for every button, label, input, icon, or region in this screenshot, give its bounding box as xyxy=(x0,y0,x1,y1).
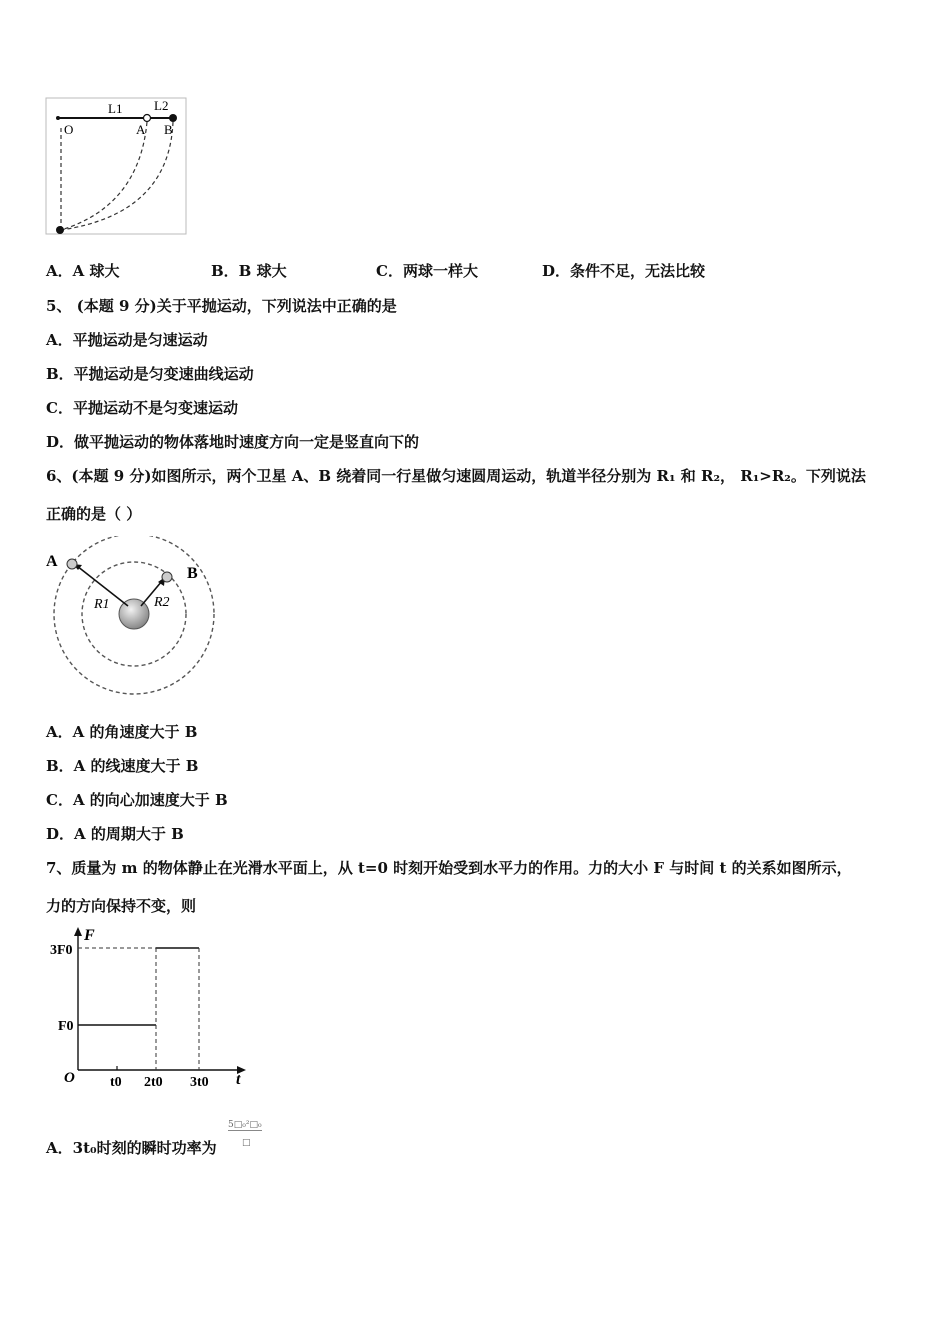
graph-x-tick-2t0: 2t0 xyxy=(144,1075,163,1090)
q4-option-b[interactable]: B．B 球大 xyxy=(211,262,287,280)
graph-y-tick-f0: F0 xyxy=(58,1019,74,1034)
q4-options xyxy=(46,260,705,281)
graph-x-axis-label: t xyxy=(236,1071,241,1088)
satellite-orbit-figure xyxy=(44,536,224,698)
sat-label-R2: R2 xyxy=(154,595,170,610)
q7-option-a-frac-num: 5□₀²□₀ xyxy=(228,1120,262,1130)
sat-label-A: A xyxy=(46,553,58,570)
q5-option-d[interactable]: D．做平抛运动的物体落地时速度方向一定是竖直向下的 xyxy=(46,433,420,451)
q5-stem: 5、 (本题 9 分)关于平抛运动，下列说法中正确的是 xyxy=(46,297,397,315)
label-L1: L1 xyxy=(108,101,123,116)
q5-option-a[interactable]: A．平抛运动是匀速运动 xyxy=(46,331,208,349)
q7-stem-line2: 力的方向保持不变，则 xyxy=(46,897,197,915)
graph-origin-label: O xyxy=(64,1070,75,1086)
q6-option-b[interactable]: B．A 的线速度大于 B xyxy=(46,757,199,775)
label-O: O xyxy=(64,122,74,137)
q5-option-c[interactable]: C．平抛运动不是匀变速运动 xyxy=(46,399,238,417)
sat-label-B: B xyxy=(187,565,198,582)
graph-y-axis-label: F xyxy=(84,927,95,944)
q4-option-a[interactable]: A．A 球大 xyxy=(46,262,120,280)
label-L2: L2 xyxy=(154,98,169,113)
label-B: B xyxy=(164,122,173,137)
q5-option-b[interactable]: B．平抛运动是匀变速曲线运动 xyxy=(46,365,254,383)
q6-option-d[interactable]: D．A 的周期大于 B xyxy=(46,825,184,843)
q6-option-a[interactable]: A．A 的角速度大于 B xyxy=(46,723,198,741)
force-time-graph xyxy=(44,924,254,1094)
graph-y-tick-3f0: 3F0 xyxy=(50,943,73,958)
label-A: A xyxy=(136,122,146,137)
sat-label-R1: R1 xyxy=(94,597,110,612)
q4-option-d[interactable]: D．条件不足，无法比较 xyxy=(542,262,706,280)
graph-x-tick-3t0: 3t0 xyxy=(190,1075,209,1090)
q6-stem-line2: 正确的是（ ） xyxy=(46,505,142,523)
q7-option-a[interactable]: A．3t₀时刻的瞬时功率为 xyxy=(46,1139,217,1157)
q7-option-a-frac-den: □ xyxy=(242,1138,251,1148)
pendulum-figure xyxy=(44,96,190,238)
q7-stem-line1: 7、质量为 m 的物体静止在光滑水平面上，从 t=0 时刻开始受到水平力的作用。力的大小 F 与时间 t 的关系如图所示， xyxy=(46,859,852,877)
q4-option-c[interactable]: C．两球一样大 xyxy=(376,262,478,280)
q6-option-c[interactable]: C．A 的向心加速度大于 B xyxy=(46,791,228,809)
q6-stem-line1: 6、(本题 9 分)如图所示，两个卫星 A、B 绕着同一行星做匀速圆周运动，轨道半径分别为 R₁ 和 R₂， R₁>R₂。下列说法 xyxy=(46,467,866,485)
graph-x-tick-t0: t0 xyxy=(110,1075,122,1090)
